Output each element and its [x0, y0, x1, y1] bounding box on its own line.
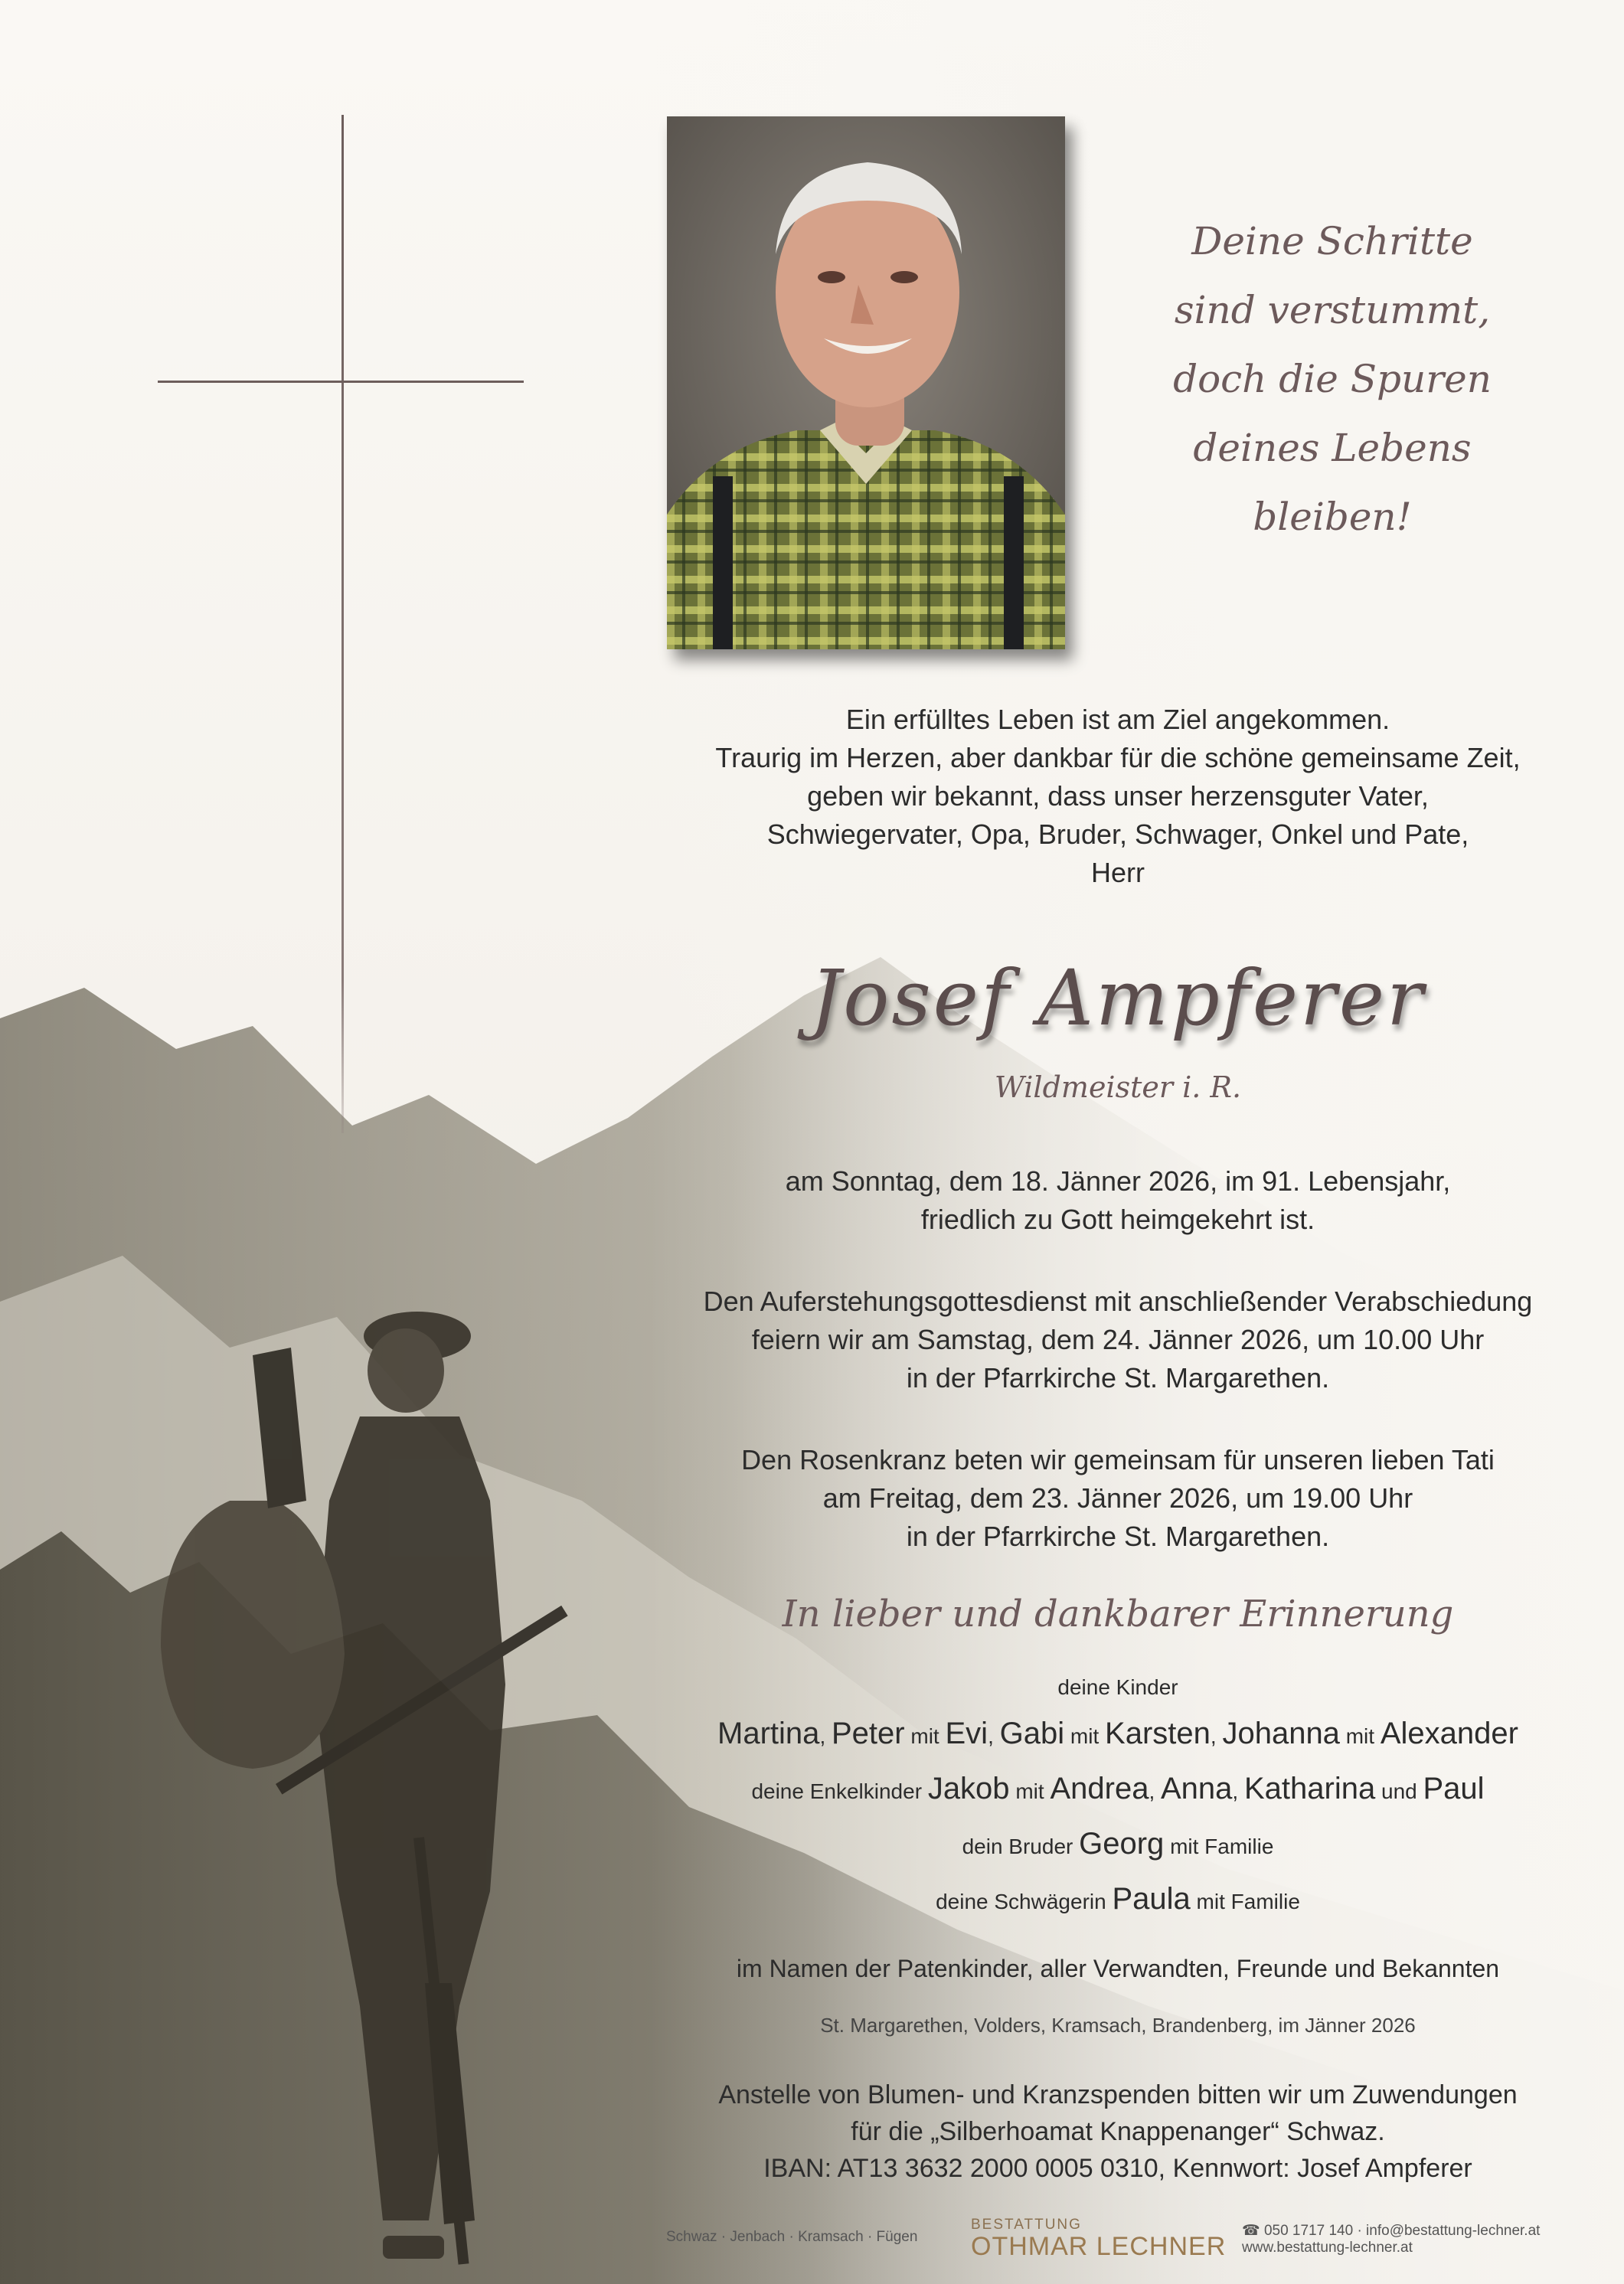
family-name: Paul — [1423, 1772, 1485, 1805]
intro-line: Traurig im Herzen, aber dankbar für die schöne gemeinsame Zeit, — [715, 742, 1521, 773]
family-name: Peter — [832, 1717, 905, 1750]
death-notice — [628, 1162, 1608, 1239]
family-connector: mit Familie — [1190, 1890, 1300, 1913]
donation-line: für die „Silberhoamat Knappenanger“ Schwaz. — [851, 2117, 1385, 2146]
footer — [666, 2217, 1554, 2270]
family-name: Gabi — [999, 1717, 1065, 1750]
family-name: Martina — [717, 1717, 820, 1750]
rosary-prayer — [628, 1441, 1608, 1556]
family-connector: mit — [904, 1724, 946, 1748]
family-connector: mit — [1009, 1779, 1051, 1803]
family-name: Alexander — [1380, 1717, 1518, 1750]
footer-phone-email: ☎ 050 1717 140 · info@bestattung-lechner.at — [1242, 2223, 1541, 2239]
intro-line: Schwiegervater, Opa, Bruder, Schwager, Onkel und Pate, — [766, 819, 1469, 850]
footer-website: www.bestattung-lechner.at — [1242, 2240, 1413, 2256]
donation-line: IBAN: AT13 3632 2000 0005 0310, Kennwort: Josef Ampferer — [763, 2154, 1472, 2183]
sister-in-law-entry — [628, 1871, 1608, 1926]
logo-top-text: BESTATTUNG — [971, 2217, 1082, 2233]
logo-main-text: OTHMAR LECHNER — [971, 2232, 1227, 2261]
family-name: Georg — [1079, 1827, 1165, 1861]
family-connector: mit — [1339, 1724, 1381, 1748]
death-line: friedlich zu Gott heimgekehrt ist. — [920, 1204, 1315, 1235]
family-connector: und — [1375, 1779, 1423, 1803]
family-name: Evi — [945, 1717, 988, 1750]
family-name: Katharina — [1243, 1772, 1376, 1805]
quote-line: sind verstummt, — [1174, 288, 1491, 332]
family-connector: mit — [1064, 1724, 1106, 1748]
family-name: Anna — [1161, 1772, 1233, 1805]
family-connector: , — [988, 1724, 1000, 1748]
children-label: deine Kinder — [1057, 1675, 1178, 1699]
rosary-line: am Freitag, dem 23. Jänner 2026, um 19.00 Uhr — [822, 1482, 1413, 1514]
family-connector: , — [819, 1724, 832, 1748]
family-label: deine Enkelkinder — [751, 1779, 928, 1803]
quote-line: bleiben! — [1253, 495, 1412, 539]
family-connector: mit Familie — [1164, 1835, 1274, 1858]
place-date: St. Margarethen, Volders, Kramsach, Brandenberg, im Jänner 2026 — [820, 2014, 1416, 2037]
children-names — [628, 1706, 1608, 1761]
family-label: deine Schwägerin — [936, 1890, 1113, 1913]
grandchildren-names — [628, 1761, 1608, 1816]
deceased-name: Josef Ampferer — [810, 953, 1426, 1043]
family-name: Karsten — [1105, 1717, 1211, 1750]
family-name: Johanna — [1222, 1717, 1340, 1750]
deceased-title: Wildmeister i. R. — [994, 1070, 1242, 1104]
cross-vertical-beam — [341, 115, 344, 1133]
brother-entry — [628, 1816, 1608, 1871]
intro-line: geben wir bekannt, dass unser herzensguter Vater, — [807, 780, 1429, 812]
family-name: Paula — [1112, 1882, 1191, 1916]
death-line: am Sonntag, dem 18. Jänner 2026, im 91. Lebensjahr, — [785, 1165, 1451, 1197]
rosary-line: in der Pfarrkirche St. Margarethen. — [906, 1521, 1330, 1552]
family-connector: , — [1210, 1724, 1223, 1748]
quote-line: deines Lebens — [1193, 426, 1472, 470]
memory-heading: In lieber und dankbarer Erinnerung — [782, 1593, 1454, 1635]
funeral-service — [628, 1283, 1608, 1397]
funeral-line: feiern wir am Samstag, dem 24. Jänner 2026, um 10.00 Uhr — [751, 1324, 1485, 1355]
memorial-quote — [1103, 207, 1562, 551]
family-connector: , — [1232, 1779, 1244, 1803]
quote-line: doch die Spuren — [1173, 357, 1492, 401]
footer-contact — [1242, 2223, 1540, 2256]
family-connector: , — [1149, 1779, 1161, 1803]
intro-text — [628, 701, 1608, 892]
rosary-line: Den Rosenkranz beten wir gemeinsam für unseren lieben Tati — [741, 1444, 1495, 1475]
donation-line: Anstelle von Blumen- und Kranzspenden bitten wir um Zuwendungen — [718, 2080, 1518, 2109]
family-list — [628, 1669, 1608, 1986]
donation-request — [628, 2077, 1608, 2187]
cross-horizontal-beam — [158, 381, 524, 383]
intro-line: Ein erfülltes Leben ist am Ziel angekommen. — [845, 704, 1390, 735]
family-label: dein Bruder — [962, 1835, 1080, 1858]
intro-line: Herr — [1091, 857, 1145, 888]
family-name: Jakob — [927, 1772, 1010, 1805]
funeral-line: Den Auferstehungsgottesdienst mit anschließender Verabschiedung — [703, 1286, 1533, 1317]
family-name: Andrea — [1050, 1772, 1149, 1805]
quote-line: Deine Schritte — [1191, 219, 1473, 263]
portrait-photo — [667, 116, 1065, 649]
funeral-home-logo — [971, 2217, 1226, 2259]
family-closing: im Namen der Patenkinder, aller Verwandten, Freunde und Bekannten — [736, 1955, 1500, 1982]
funeral-line: in der Pfarrkirche St. Margarethen. — [906, 1362, 1330, 1394]
footer-locations: Schwaz · Jenbach · Kramsach · Fügen — [666, 2229, 918, 2245]
portrait-illustration — [667, 116, 1065, 649]
